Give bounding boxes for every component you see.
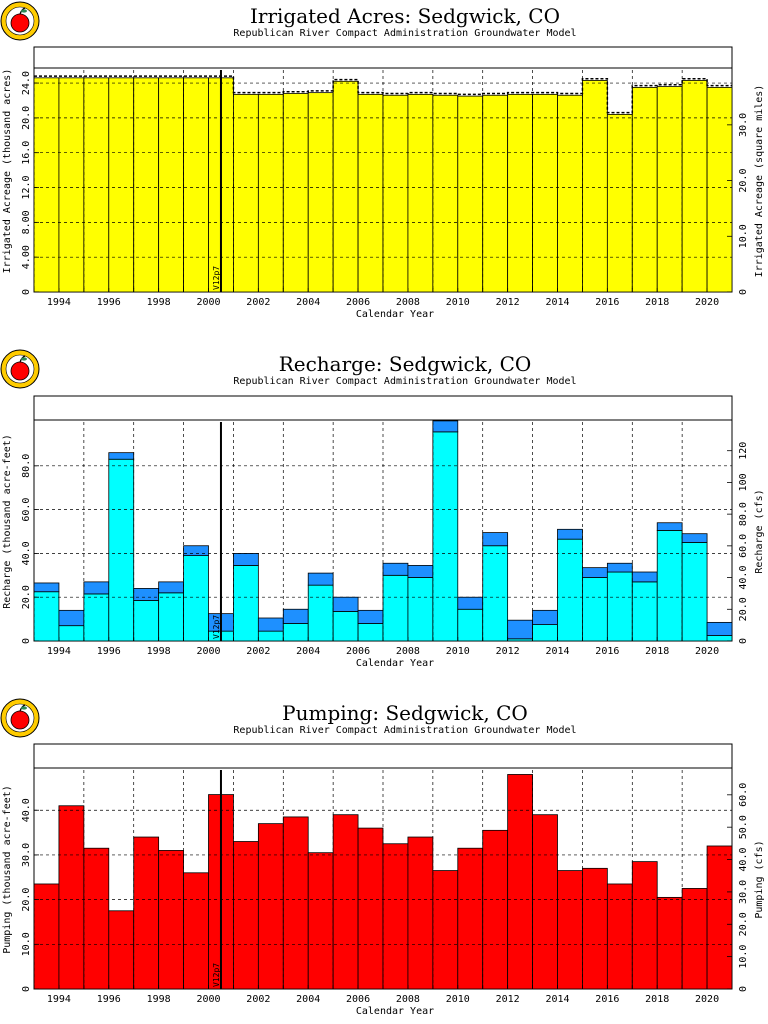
- bar-gw-returns-1995: [84, 582, 109, 594]
- bar-groundwater-2016: [607, 114, 632, 292]
- x-tick-label: 2006: [346, 297, 371, 308]
- bar-agricultural-2002: [258, 824, 283, 989]
- bar-gw-returns-2004: [308, 573, 333, 585]
- bar-agricultural-2020: [707, 846, 732, 989]
- x-tick-label: 2002: [246, 297, 271, 308]
- bar-agricultural-2006: [358, 828, 383, 989]
- x-tick-label: 2000: [196, 297, 221, 308]
- x-tick-label: 2020: [695, 994, 720, 1005]
- x-tick-label: 1998: [146, 994, 171, 1005]
- x-tick-label: 2010: [445, 297, 470, 308]
- y2-axis-label: Recharge (cfs): [754, 489, 765, 574]
- y-axis-label: Pumping (thousand acre-feet): [2, 785, 13, 954]
- bar-groundwater-1997: [134, 78, 159, 292]
- y-tick-label: 12.0: [21, 175, 32, 200]
- bar-agricultural-1996: [109, 911, 134, 989]
- x-tick-label: 2014: [545, 994, 570, 1005]
- bar-gw-returns-2008: [408, 565, 433, 577]
- x-tick-label: 2016: [595, 994, 620, 1005]
- bar-agricultural-1997: [134, 837, 159, 989]
- bar-groundwater-2002: [258, 94, 283, 292]
- y-tick-label: 40.0: [21, 541, 32, 566]
- bar-agricultural-2004: [308, 853, 333, 989]
- x-tick-label: 2008: [395, 646, 420, 657]
- y2-tick-label: 30.0: [738, 879, 749, 904]
- bar-agricultural-1999: [184, 873, 209, 989]
- y-tick-label: 24.0: [21, 71, 32, 96]
- bar-precipitation-1994: [59, 626, 84, 641]
- bar-gw-returns-1993: [34, 583, 59, 592]
- chart-subtitle: Republican River Compact Administration Groundwater Model: [233, 376, 577, 387]
- bar-gw-returns-2017: [632, 572, 657, 582]
- bar-precipitation-2016: [607, 572, 632, 641]
- x-tick-label: 2006: [346, 994, 371, 1005]
- x-tick-label: 2002: [246, 994, 271, 1005]
- x-tick-label: 2000: [196, 646, 221, 657]
- bar-agricultural-2014: [558, 871, 583, 989]
- x-tick-label: 2008: [395, 297, 420, 308]
- y2-axis-label: Irrigated Acreage (square miles): [754, 84, 765, 278]
- bar-gw-returns-2001: [233, 553, 258, 565]
- bar-groundwater-2003: [283, 94, 308, 292]
- y2-tick-label: 40.0: [738, 847, 749, 872]
- bar-gw-returns-1997: [134, 588, 159, 600]
- x-tick-label: 2004: [296, 297, 321, 308]
- bar-gw-returns-2014: [558, 529, 583, 539]
- bar-agricultural-2007: [383, 844, 408, 989]
- chart-panel-3: [1, 699, 765, 1017]
- bar-agricultural-2009: [433, 871, 458, 989]
- x-tick-label: 2020: [695, 297, 720, 308]
- x-tick-label: 2018: [645, 646, 670, 657]
- bar-gw-returns-2007: [383, 563, 408, 575]
- bar-precipitation-1993: [34, 592, 59, 641]
- x-tick-label: 2012: [495, 646, 520, 657]
- x-axis-label: Calendar Year: [355, 1006, 435, 1017]
- x-tick-label: 2010: [445, 994, 470, 1005]
- bar-gw-returns-2019: [682, 534, 707, 543]
- y2-tick-label: 0: [738, 637, 749, 645]
- bar-agricultural-1995: [84, 848, 109, 989]
- y-tick-label: 0: [21, 985, 32, 993]
- bar-precipitation-2001: [233, 565, 258, 641]
- y-tick-label: 8.00: [21, 210, 32, 235]
- chart-title: Irrigated Acres: Sedgwick, CO: [250, 4, 560, 28]
- bar-gw-returns-2002: [258, 618, 283, 631]
- bar-agricultural-2003: [283, 817, 308, 989]
- x-axis-label: Calendar Year: [355, 658, 435, 669]
- chart-title: Recharge: Sedgwick, CO: [278, 352, 532, 376]
- bar-agricultural-2018: [657, 897, 682, 989]
- y-tick-label: 20.0: [21, 585, 32, 610]
- y2-tick-label: 30.0: [738, 112, 749, 137]
- bar-agricultural-2019: [682, 888, 707, 989]
- y2-tick-label: 60.0: [738, 782, 749, 807]
- bar-agricultural-2011: [483, 830, 508, 989]
- bar-precipitation-2018: [657, 530, 682, 641]
- y-tick-label: 0: [21, 288, 32, 296]
- bar-groundwater-1993: [34, 78, 59, 292]
- y-tick-label: 4.00: [21, 245, 32, 270]
- y2-tick-label: 0: [738, 985, 749, 993]
- y-tick-label: 20.0: [21, 105, 32, 130]
- y-tick-label: 60.0: [21, 497, 32, 522]
- bar-agricultural-2017: [632, 862, 657, 989]
- bar-groundwater-2004: [308, 93, 333, 292]
- apple-logo-icon: [1, 350, 39, 388]
- bar-groundwater-2009: [433, 95, 458, 292]
- y2-tick-label: 20.0: [738, 597, 749, 622]
- x-tick-label: 1998: [146, 297, 171, 308]
- bar-precipitation-2015: [582, 577, 607, 641]
- y2-tick-label: 20.0: [738, 168, 749, 193]
- bar-groundwater-2005: [333, 81, 358, 292]
- version-marker-label: V12p7: [211, 962, 221, 987]
- y2-tick-label: 10.0: [738, 224, 749, 249]
- y-axis-label: Irrigated Acreage (thousand acres): [2, 68, 13, 274]
- bar-precipitation-1998: [159, 593, 184, 641]
- bar-gw-returns-2011: [483, 533, 508, 546]
- x-tick-label: 2006: [346, 646, 371, 657]
- y2-tick-label: 0: [738, 288, 749, 296]
- chart-panel-2: [1, 350, 765, 669]
- x-tick-label: 1994: [46, 646, 71, 657]
- y2-tick-label: 100: [738, 473, 749, 492]
- apple-logo-icon: [1, 699, 39, 737]
- bar-precipitation-2008: [408, 577, 433, 641]
- x-tick-label: 2002: [246, 646, 271, 657]
- y2-tick-label: 40.0: [738, 565, 749, 590]
- bar-groundwater-2011: [483, 95, 508, 292]
- y2-tick-label: 10.0: [738, 944, 749, 969]
- x-tick-label: 2000: [196, 994, 221, 1005]
- y-tick-label: 16.0: [21, 140, 32, 165]
- x-tick-label: 2008: [395, 994, 420, 1005]
- bar-gw-returns-2006: [358, 610, 383, 623]
- bar-precipitation-1995: [84, 594, 109, 641]
- bar-groundwater-2014: [558, 95, 583, 292]
- bar-agricultural-2005: [333, 815, 358, 989]
- bar-gw-returns-2015: [582, 568, 607, 578]
- bar-groundwater-1998: [159, 78, 184, 292]
- bar-precipitation-2017: [632, 582, 657, 641]
- bar-precipitation-2007: [383, 575, 408, 641]
- bar-precipitation-1997: [134, 600, 159, 641]
- bar-precipitation-2003: [283, 623, 308, 641]
- bar-groundwater-1996: [109, 78, 134, 292]
- y-tick-label: 20.0: [21, 887, 32, 912]
- bar-groundwater-2012: [508, 94, 533, 292]
- bar-agricultural-2012: [508, 774, 533, 989]
- x-tick-label: 1996: [96, 297, 121, 308]
- bar-gw-returns-2012: [508, 620, 533, 639]
- y-tick-label: 0: [21, 637, 32, 645]
- bar-gw-returns-2018: [657, 523, 682, 531]
- x-tick-label: 2018: [645, 297, 670, 308]
- version-marker-label: V12p7: [211, 265, 221, 290]
- x-tick-label: 2014: [545, 646, 570, 657]
- y-tick-label: 40.0: [21, 798, 32, 823]
- bar-precipitation-2010: [458, 609, 483, 641]
- x-tick-label: 2016: [595, 646, 620, 657]
- y2-tick-label: 20.0: [738, 912, 749, 937]
- bar-gw-returns-1999: [184, 546, 209, 556]
- x-tick-label: 1994: [46, 994, 71, 1005]
- chart-title: Pumping: Sedgwick, CO: [282, 701, 528, 725]
- bar-agricultural-2010: [458, 848, 483, 989]
- bar-precipitation-2006: [358, 623, 383, 641]
- bar-groundwater-2010: [458, 96, 483, 292]
- bar-gw-returns-2009: [433, 421, 458, 432]
- bar-precipitation-2011: [483, 546, 508, 641]
- bar-gw-returns-2020: [707, 622, 732, 635]
- bar-agricultural-2001: [233, 842, 258, 989]
- bar-precipitation-2014: [558, 539, 583, 641]
- bar-agricultural-1998: [159, 850, 184, 989]
- bar-groundwater-2018: [657, 87, 682, 292]
- bar-gw-returns-2003: [283, 609, 308, 623]
- bar-groundwater-1995: [84, 78, 109, 292]
- bar-gw-returns-2013: [533, 610, 558, 624]
- bar-precipitation-2013: [533, 625, 558, 641]
- bar-groundwater-1994: [59, 78, 84, 292]
- bar-groundwater-2006: [358, 94, 383, 292]
- bar-precipitation-1999: [184, 556, 209, 641]
- y2-tick-label: 80.0: [738, 502, 749, 527]
- x-tick-label: 2012: [495, 994, 520, 1005]
- x-tick-label: 2004: [296, 646, 321, 657]
- y2-tick-label: 120: [738, 441, 749, 460]
- bar-gw-returns-2005: [333, 597, 358, 611]
- chart-subtitle: Republican River Compact Administration Groundwater Model: [233, 28, 577, 39]
- bar-gw-returns-2010: [458, 597, 483, 609]
- bar-groundwater-2019: [682, 80, 707, 292]
- x-tick-label: 1996: [96, 646, 121, 657]
- chart-subtitle: Republican River Compact Administration Groundwater Model: [233, 725, 577, 736]
- x-tick-label: 2010: [445, 646, 470, 657]
- bar-gw-returns-2016: [607, 563, 632, 572]
- bar-agricultural-2008: [408, 837, 433, 989]
- x-tick-label: 1996: [96, 994, 121, 1005]
- bar-groundwater-2013: [533, 94, 558, 292]
- bar-precipitation-2002: [258, 631, 283, 641]
- bar-precipitation-2009: [433, 432, 458, 641]
- x-tick-label: 2014: [545, 297, 570, 308]
- bar-gw-returns-1996: [109, 453, 134, 460]
- bar-precipitation-2005: [333, 611, 358, 641]
- bar-groundwater-2001: [233, 94, 258, 292]
- bar-precipitation-2004: [308, 585, 333, 641]
- bar-groundwater-2008: [408, 94, 433, 292]
- y2-axis-label: Pumping (cfs): [754, 840, 765, 919]
- bar-precipitation-1996: [109, 459, 134, 641]
- y-tick-label: 30.0: [21, 842, 32, 867]
- x-tick-label: 2012: [495, 297, 520, 308]
- y-tick-label: 10.0: [21, 932, 32, 957]
- bar-precipitation-2020: [707, 636, 732, 641]
- bar-agricultural-2013: [533, 815, 558, 989]
- x-tick-label: 1994: [46, 297, 71, 308]
- x-tick-label: 2016: [595, 297, 620, 308]
- x-tick-label: 2004: [296, 994, 321, 1005]
- apple-logo-icon: [1, 2, 39, 40]
- y2-tick-label: 60.0: [738, 533, 749, 558]
- bar-gw-returns-1998: [159, 582, 184, 593]
- bar-agricultural-2015: [582, 868, 607, 989]
- chart-panel-1: [1, 2, 765, 320]
- bar-precipitation-2019: [682, 542, 707, 641]
- x-tick-label: 1998: [146, 646, 171, 657]
- version-marker-label: V12p7: [211, 614, 221, 639]
- x-tick-label: 2018: [645, 994, 670, 1005]
- bar-groundwater-2007: [383, 95, 408, 292]
- x-axis-label: Calendar Year: [355, 309, 435, 320]
- bar-agricultural-1994: [59, 806, 84, 989]
- y-tick-label: 80.0: [21, 453, 32, 478]
- y-axis-label: Recharge (thousand acre-feet): [2, 434, 13, 609]
- bar-gw-returns-1994: [59, 610, 84, 625]
- y2-tick-label: 50.0: [738, 815, 749, 840]
- x-tick-label: 2020: [695, 646, 720, 657]
- bar-groundwater-1999: [184, 78, 209, 292]
- bar-groundwater-2015: [582, 80, 607, 292]
